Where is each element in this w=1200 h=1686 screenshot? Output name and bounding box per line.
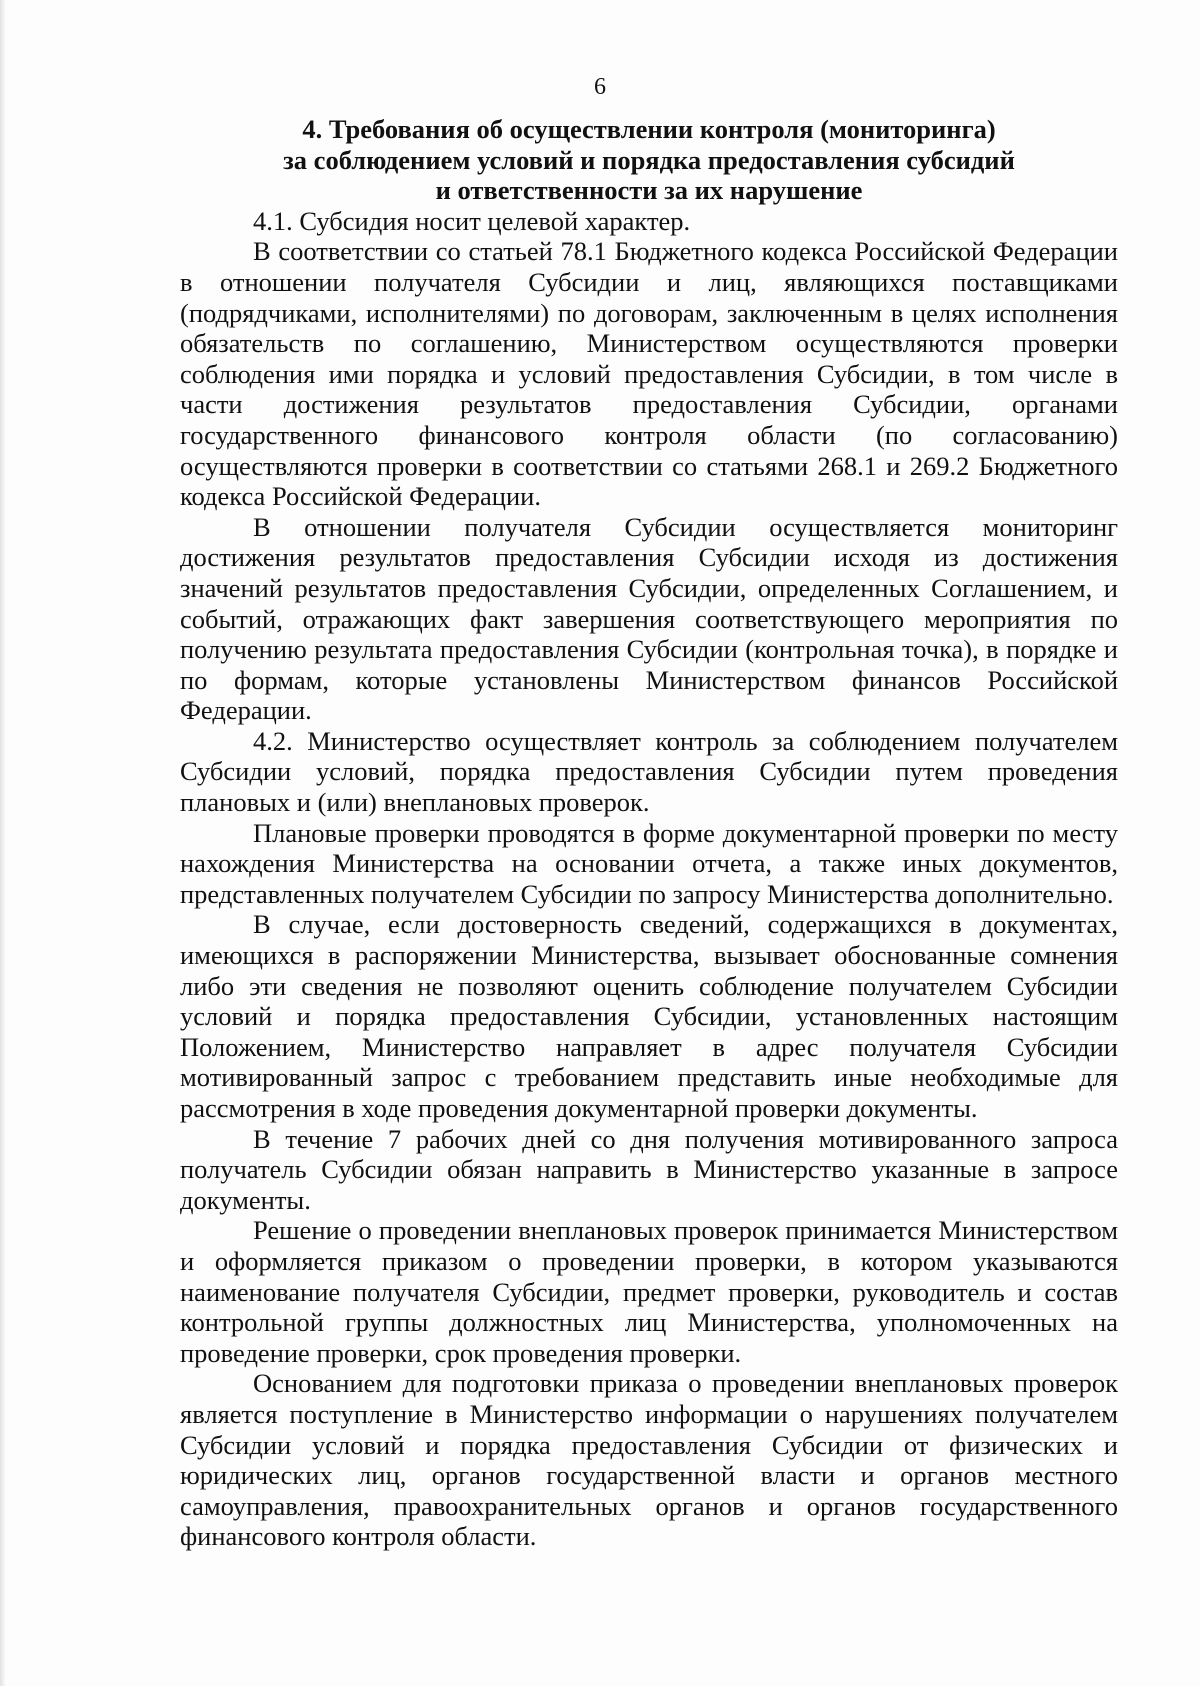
paragraph-4-1: 4.1. Субсидия носит целевой характер.	[253, 205, 691, 236]
paragraph-unplanned-grounds: Основанием для подготовки приказа о проведении внеплановых проверок является поступление в Министерство информации о нарушениях получателем Субсидии условий и порядка предоставления Субсидии от физических и юридических лиц, органов государственной власти и органов местного самоуправления, правоохранительных органов и органов государственного финансового контроля области.	[180, 1368, 1118, 1552]
paragraph-planned-inspections: Плановые проверки проводятся в форме документарной проверки по месту нахождения Министерства на основании отчета, а также иных документов, представленных получателем Субсидии по запросу Министерства дополнительно.	[180, 817, 1118, 909]
section-heading-line-1: 4. Требования об осуществлении контроля (мониторинга)	[302, 114, 996, 144]
scan-edge-shadow	[0, 0, 6, 1686]
paragraph-4-2: 4.2. Министерство осуществляет контроль за соблюдением получателем Субсидии условий, порядка предоставления Субсидии путем проведения плановых и (или) внеплановых проверок.	[180, 725, 1118, 818]
paragraph-inspections: В соответствии со статьей 78.1 Бюджетного кодекса Российской Федерации в отношении получателя Субсидии и лиц, являющихся поставщиками (подрядчиками, исполнителями) по договорам, заключенным в целях исполнения обязательств по соглашению, Министерством осуществляются проверки соблюдения ими порядка и условий предоставления Субсидии, в том числе в части достижения результатов предоставления Субсидии, органами государственного финансового контроля области (по согласованию) осуществляются проверки в соответствии со статьями 268.1 и 269.2 Бюджетного кодекса Российской Федерации.	[180, 236, 1118, 512]
section-heading-line-2: за соблюдением условий и порядка предоставления субсидий	[283, 144, 1015, 175]
section-heading	[180, 114, 1118, 206]
paragraph-monitoring: В отношении получателя Субсидии осуществляется мониторинг достижения результатов предоставления Субсидии исходя из достижения значений результатов предоставления Субсидии, определенных Соглашением, и событий, отражающих факт завершения соответствующего мероприятия по получению результата предоставления Субсидии (контрольная точка), в порядке и по формам, которые установлены Министерством финансов Российской Федерации.	[180, 511, 1118, 726]
paragraph-doubtful-information: В случае, если достоверность сведений, содержащихся в документах, имеющихся в распоряжении Министерства, вызывает обоснованные сомнения либо эти сведения не позволяют оценить соблюдение получателем Субсидии условий и порядка предоставления Субсидии, установленных настоящим Положением, Министерство направляет в адрес получателя Субсидии мотивированный запрос с требованием представить иные необходимые для рассмотрения в ходе проведения документарной проверки документы.	[180, 909, 1118, 1123]
paragraph-seven-days: В течение 7 рабочих дней со дня получения мотивированного запроса получатель Субсидии обязан направить в Министерство указанные в запросе документы.	[180, 1123, 1118, 1215]
page-number: 6	[594, 74, 606, 100]
paragraph-unplanned-decision: Решение о проведении внеплановых проверок принимается Министерством и оформляется приказом о проведении проверки, в котором указываются наименование получателя Субсидии, предмет проверки, руководитель и состав контрольной группы должностных лиц Министерства, уполномоченных на проведение проверки, срок проведения проверки.	[180, 1215, 1118, 1368]
section-heading-line-3: и ответственности за их нарушение	[435, 175, 863, 206]
document-body	[180, 114, 1118, 1552]
